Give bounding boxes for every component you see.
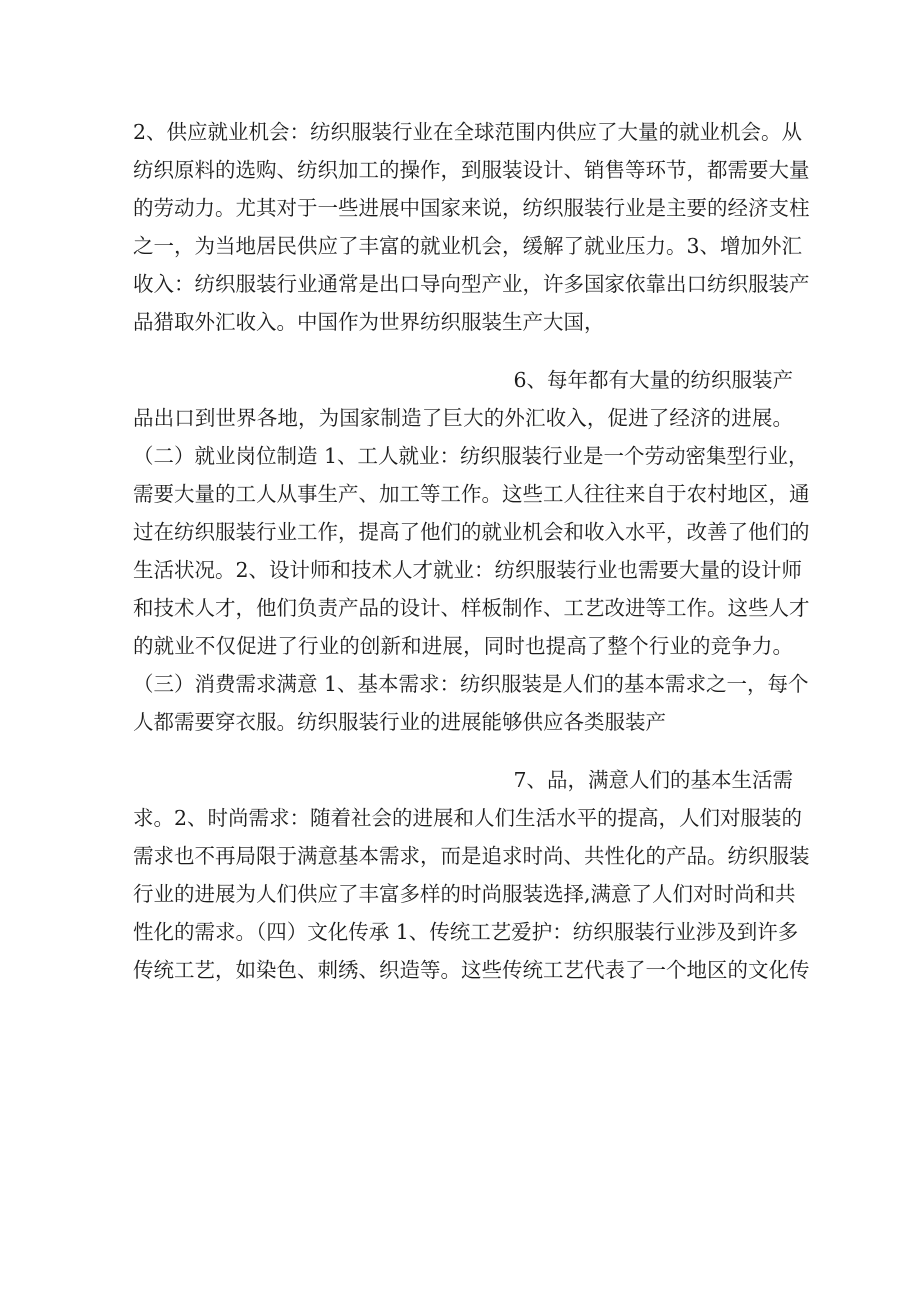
text-line: 7、品，满意人们的基本生活需 xyxy=(513,768,793,792)
text-line: 品猎取外汇收入。中国作为世界纺织服装生产大国， xyxy=(133,310,605,334)
text-line: 和技术人才，他们负责产品的设计、样板制作、工艺改进等工作。这些人才 xyxy=(133,596,810,620)
text-line: （三）消费需求满意 1、基本需求：纺织服装是人们的基本需求之一，每个 xyxy=(133,672,809,696)
text-line: 求。2、时尚需求：随着社会的进展和人们生活水平的提高，人们对服装的 xyxy=(133,806,803,830)
text-line: 纺织原料的选购、纺织加工的操作，到服装设计、销售等环节，都需要大量 xyxy=(133,158,810,182)
text-line: 人都需要穿衣服。纺织服装行业的进展能够供应各类服装产 xyxy=(133,710,666,734)
text-line: 过在纺织服装行业工作，提高了他们的就业机会和收入水平，改善了他们的 xyxy=(133,520,810,544)
text-line: 性化的需求。（四）文化传承 1、传统工艺爱护：纺织服装行业涉及到许多 xyxy=(133,920,799,944)
text-line: 2、供应就业机会：纺织服装行业在全球范围内供应了大量的就业机会。从 xyxy=(133,120,803,144)
text-line: 的就业不仅促进了行业的创新和进展，同时也提高了整个行业的竞争力。 xyxy=(133,634,793,658)
text-line: 之一，为当地居民供应了丰富的就业机会，缓解了就业压力。3、增加外汇 xyxy=(133,234,803,258)
text-line: 行业的进展为人们供应了丰富多样的时尚服装选择,满意了人们对时尚和共 xyxy=(133,882,796,906)
section-gap xyxy=(133,341,793,361)
text-line: 需要大量的工人从事生产、加工等工作。这些工人往往来自于农村地区，通 xyxy=(133,482,810,506)
text-line: 品出口到世界各地，为国家制造了巨大的外汇收入，促进了经济的进展。 xyxy=(133,406,793,430)
section-gap xyxy=(133,741,793,761)
text-line: 的劳动力。尤其对于一些进展中国家来说，纺织服装行业是主要的经济支柱 xyxy=(133,196,810,220)
text-line: 需求也不再局限于满意基本需求，而是追求时尚、共性化的产品。纺织服装 xyxy=(133,844,810,868)
text-line: 收入：纺织服装行业通常是出口导向型产业，许多国家依靠出口纺织服装产 xyxy=(133,272,810,296)
text-line: （二）就业岗位制造 1、工人就业：纺织服装行业是一个劳动密集型行业， xyxy=(133,444,809,468)
document-body xyxy=(133,113,810,989)
text-line: 6、每年都有大量的纺织服装产 xyxy=(513,368,793,392)
text-line: 传统工艺，如染色、刺绣、织造等。这些传统工艺代表了一个地区的文化传 xyxy=(133,958,810,982)
text-line: 生活状况。2、设计师和技术人才就业：纺织服装行业也需要大量的设计师 xyxy=(133,558,803,582)
